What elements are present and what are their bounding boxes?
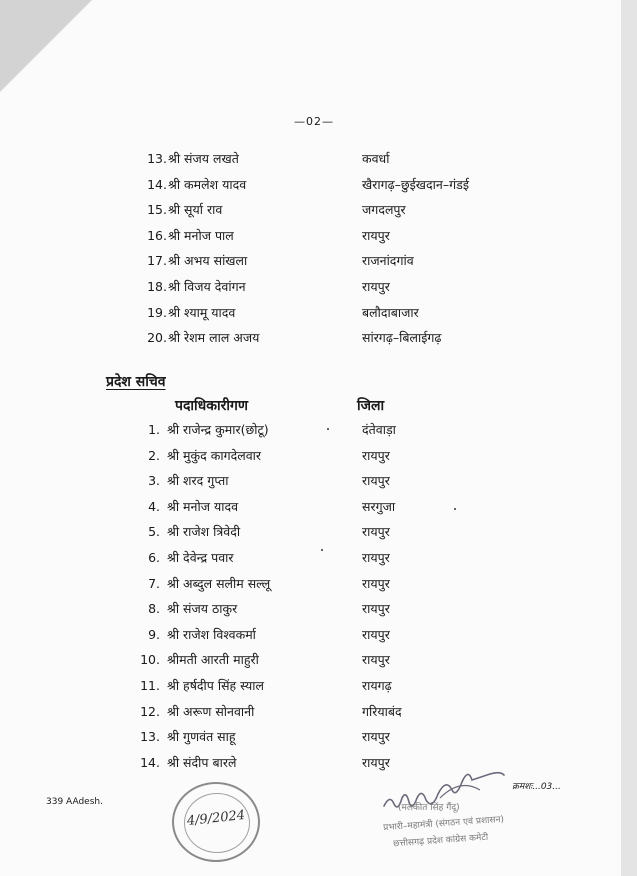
folded-corner (0, 0, 92, 92)
member-name: श्री रेशम लाल अजय (168, 330, 260, 346)
column-district-header: जिला (357, 398, 385, 414)
member-number: 15. (147, 202, 167, 218)
member-district: कवर्धा (362, 151, 390, 166)
member-name: श्री संजय लखते (168, 151, 239, 166)
member-district: राजनांदगांव (362, 253, 414, 269)
secretary-number: 10. (140, 652, 160, 668)
member-number: 17. (147, 253, 167, 269)
secretary-number: 2. (148, 447, 160, 463)
secretary-district: रायपुर (362, 652, 390, 668)
secretary-number: 9. (148, 626, 160, 642)
secretary-name: श्री राजेश त्रिवेदी (167, 524, 241, 540)
reference-number: 339 AAdesh. (46, 797, 103, 807)
section-heading: प्रदेश सचिव (106, 374, 166, 390)
signatory-organisation: छत्तीसगढ़ प्रदेश कांग्रेस कमेटी (392, 832, 489, 850)
secretary-district: रायपुर (362, 575, 390, 591)
secretary-number: 5. (148, 524, 160, 540)
secretary-district: गरियाबंद (362, 703, 402, 719)
secretary-name: श्री देवेन्द्र पवार (167, 550, 234, 565)
secretary-name: श्री गुणवंत साहू (167, 729, 236, 745)
page-number: —02— (294, 115, 334, 128)
member-name: श्री विजय देवांगन (168, 279, 246, 294)
secretary-district: सरगुजा (362, 498, 396, 514)
secretary-district: रायपुर (362, 754, 390, 770)
member-number: 16. (147, 227, 167, 243)
continued-marker: क्रमशः...03... (512, 782, 561, 792)
scan-speck (321, 549, 323, 551)
member-name: श्री अभय सांखला (168, 253, 248, 269)
secretary-name: श्री हर्षदीप सिंह स्याल (167, 678, 264, 693)
secretary-number: 7. (148, 575, 160, 591)
secretary-name: श्री संजय ठाकुर (167, 601, 238, 617)
stamp-date: 4/9/2024 (186, 807, 246, 830)
signatory-title: प्रभारी–महामंत्री (संगठन एवं प्रशासन) (382, 814, 505, 834)
secretary-name: श्री शरद गुप्ता (167, 473, 229, 489)
secretary-number: 1. (148, 422, 160, 437)
secretary-number: 8. (148, 601, 160, 617)
secretary-district: रायपुर (362, 626, 390, 642)
secretary-number: 3. (148, 473, 160, 489)
secretary-district: रायपुर (362, 473, 390, 489)
secretary-name: श्री संदीप बारले (167, 754, 237, 770)
secretary-name: श्रीमती आरती माहुरी (167, 652, 259, 668)
member-district: खैरागढ़–छुईखदान–गंडई (362, 176, 469, 192)
signatory-name: (मलकीत सिंह गैंदू) (398, 803, 460, 813)
secretary-number: 12. (140, 703, 160, 719)
secretary-number: 4. (148, 498, 160, 514)
secretary-name: श्री राजेन्द्र कुमार(छोटू) (167, 422, 269, 437)
secretary-district: रायपुर (362, 524, 390, 540)
date-stamp (172, 782, 260, 862)
member-number: 13. (147, 151, 167, 166)
scan-speck (454, 508, 456, 510)
member-district: जगदलपुर (362, 202, 406, 218)
member-name: श्री कमलेश यादव (168, 176, 247, 192)
member-district: रायपुर (362, 227, 390, 243)
secretary-number: 6. (148, 550, 160, 565)
secretary-district: रायपुर (362, 447, 390, 463)
secretary-name: श्री मनोज यादव (167, 498, 239, 514)
secretary-name: श्री अरूण सोनवानी (167, 703, 255, 719)
member-number: 18. (147, 279, 167, 294)
member-district: सांरगढ़–बिलाईगढ़ (362, 330, 442, 346)
secretary-name: श्री राजेश विश्वकर्मा (167, 626, 256, 642)
secretary-name: श्री अब्दुल सलीम सल्लू (167, 575, 271, 591)
column-officer-header: पदाधिकारीगण (175, 398, 248, 414)
member-district: रायपुर (362, 279, 390, 294)
member-name: श्री मनोज पाल (168, 227, 234, 243)
scan-speck (327, 428, 329, 430)
member-number: 20. (147, 330, 167, 346)
page-edge (621, 0, 637, 876)
secretary-district: रायपुर (362, 729, 390, 745)
secretary-number: 13. (140, 729, 160, 745)
secretary-number: 11. (140, 678, 160, 693)
secretary-number: 14. (140, 754, 160, 770)
member-number: 19. (147, 304, 167, 320)
secretary-name: श्री मुकुंद कागदेलवार (167, 447, 262, 463)
member-name: श्री सूर्या राव (168, 202, 223, 218)
member-name: श्री श्यामू यादव (168, 304, 236, 320)
secretary-district: रायपुर (362, 550, 390, 565)
secretary-district: रायपुर (362, 601, 390, 617)
member-district: बलौदाबाजार (362, 304, 419, 320)
member-number: 14. (147, 176, 167, 192)
secretary-district: दंतेवाड़ा (362, 422, 396, 437)
secretary-district: रायगढ़ (362, 678, 392, 693)
